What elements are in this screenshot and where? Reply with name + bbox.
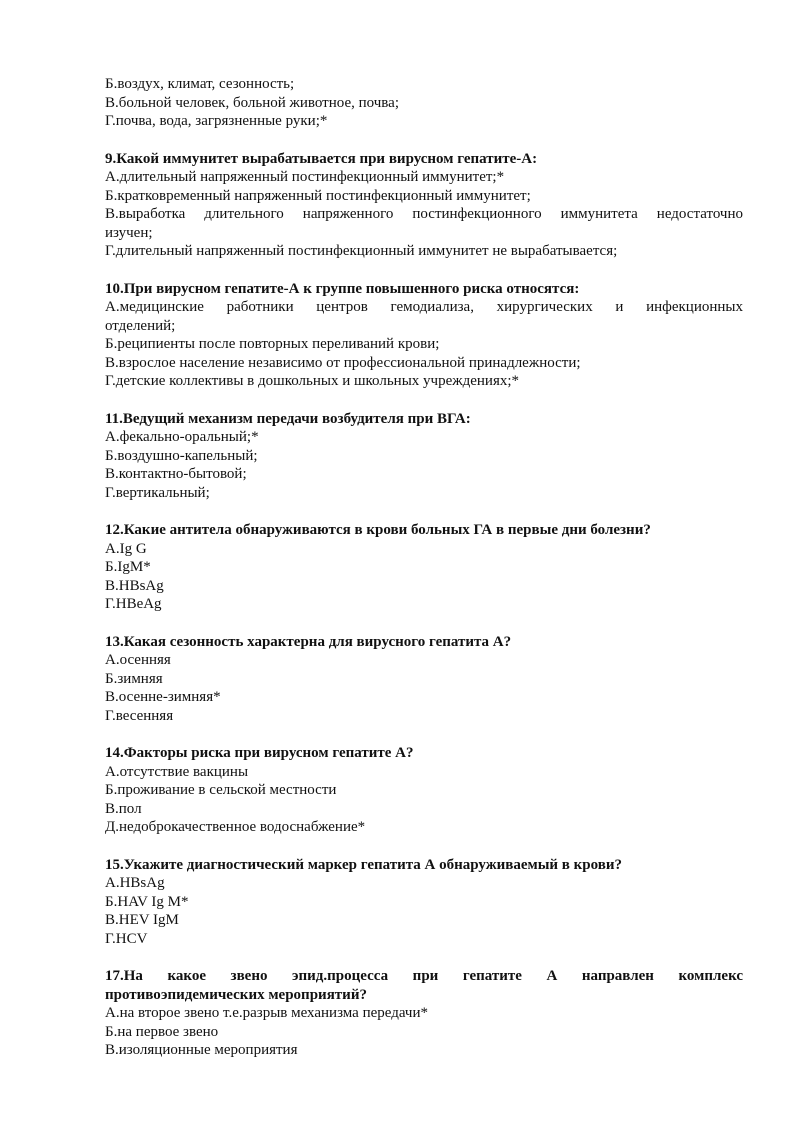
answer-option: А.длительный напряженный постинфекционный иммунитет;* [105, 169, 505, 185]
paragraph-gap [105, 837, 743, 856]
answer-option: Б.на первое звено [105, 1023, 219, 1040]
answer-option: А.фекально-оральный;* [105, 429, 259, 445]
answer-option: Б.реципиенты после повторных переливаний крови; [105, 336, 440, 352]
answer-option: В.HEV IgM [105, 912, 179, 928]
question-text: 9.Какой иммунитет вырабатывается при вирусном гепатите-А: [105, 150, 538, 167]
answer-option: В.пол [105, 800, 142, 817]
answer-option: Г.детские коллективы в дошкольных и школьных учреждениях;* [105, 373, 520, 389]
question-text: 12.Какие антитела обнаруживаются в крови больных ГА в первые дни болезни? [105, 522, 651, 538]
paragraph-gap [105, 261, 743, 280]
answer-option: Г.HCV [105, 930, 148, 947]
answer-option: А.HBsAg [105, 875, 165, 891]
question-text: 17.На какое звено эпид.процесса при гепатите А направлен комплекс [105, 968, 743, 984]
answer-option: Г.почва, вода, загрязненные руки;* [105, 113, 328, 129]
paragraph-gap [105, 131, 743, 150]
answer-option: Б.проживание в сельской местности [105, 782, 337, 798]
answer-option: А.отсутствие вакцины [105, 763, 249, 780]
answer-option: В.контактно-бытовой; [105, 466, 247, 482]
answer-option: Б.воздушно-капельный; [105, 447, 258, 464]
document-page [105, 75, 743, 1060]
answer-option: В.больной человек, больной животное, почва; [105, 94, 400, 111]
answer-option: Г.весенняя [105, 707, 174, 724]
question-text: 15.Укажите диагностический маркер гепатита А обнаруживаемый в крови? [105, 856, 623, 873]
answer-option: А.осенняя [105, 652, 171, 668]
question-text: 13.Какая сезонность характерна для вирусного гепатита А? [105, 633, 512, 650]
answer-option: Б.кратковременный напряженный постинфекционный иммунитет; [105, 187, 531, 204]
answer-option: А.на второе звено т.е.разрыв механизма передачи* [105, 1005, 428, 1021]
answer-option: Б.зимняя [105, 670, 163, 687]
question-text: 11.Ведущий механизм передачи возбудителя при ВГА: [105, 410, 471, 427]
answer-option: В.взрослое население независимо от профессиональной принадлежности; [105, 354, 581, 371]
question-text: 10.При вирусном гепатите-А к группе повышенного риска относятся: [105, 280, 580, 297]
answer-option: Г.длительный напряженный постинфекционный иммунитет не вырабатывается; [105, 243, 618, 259]
answer-option: Б.HAV Ig M* [105, 893, 189, 910]
answer-option: А.Ig G [105, 540, 147, 557]
question-text: 14.Факторы риска при вирусном гепатите А? [105, 745, 414, 761]
answer-option: В.изоляционные мероприятия [105, 1042, 298, 1058]
answer-option: А.медицинские работники центров гемодиализа, хирургических и инфекционных [105, 299, 743, 315]
answer-option: отделений; [105, 317, 176, 334]
answer-option: В.выработка длительного напряженного постинфекционного иммунитета недостаточно [105, 206, 743, 222]
question-text: противоэпидемических мероприятий? [105, 986, 367, 1003]
paragraph-gap [105, 391, 743, 410]
answer-option: В.HBsAg [105, 577, 164, 594]
answer-option: Г.HBeAg [105, 596, 162, 612]
answer-option: изучен; [105, 224, 153, 241]
answer-option: Б.воздух, климат, сезонность; [105, 76, 295, 92]
answer-option: Г.вертикальный; [105, 484, 210, 501]
answer-option: Д.недоброкачественное водоснабжение* [105, 819, 366, 835]
paragraph-gap [105, 725, 743, 744]
answer-option: В.осенне-зимняя* [105, 689, 221, 705]
paragraph-gap [105, 614, 743, 633]
answer-option: Б.IgM* [105, 559, 151, 575]
paragraph-gap [105, 502, 743, 521]
paragraph-gap [105, 948, 743, 967]
